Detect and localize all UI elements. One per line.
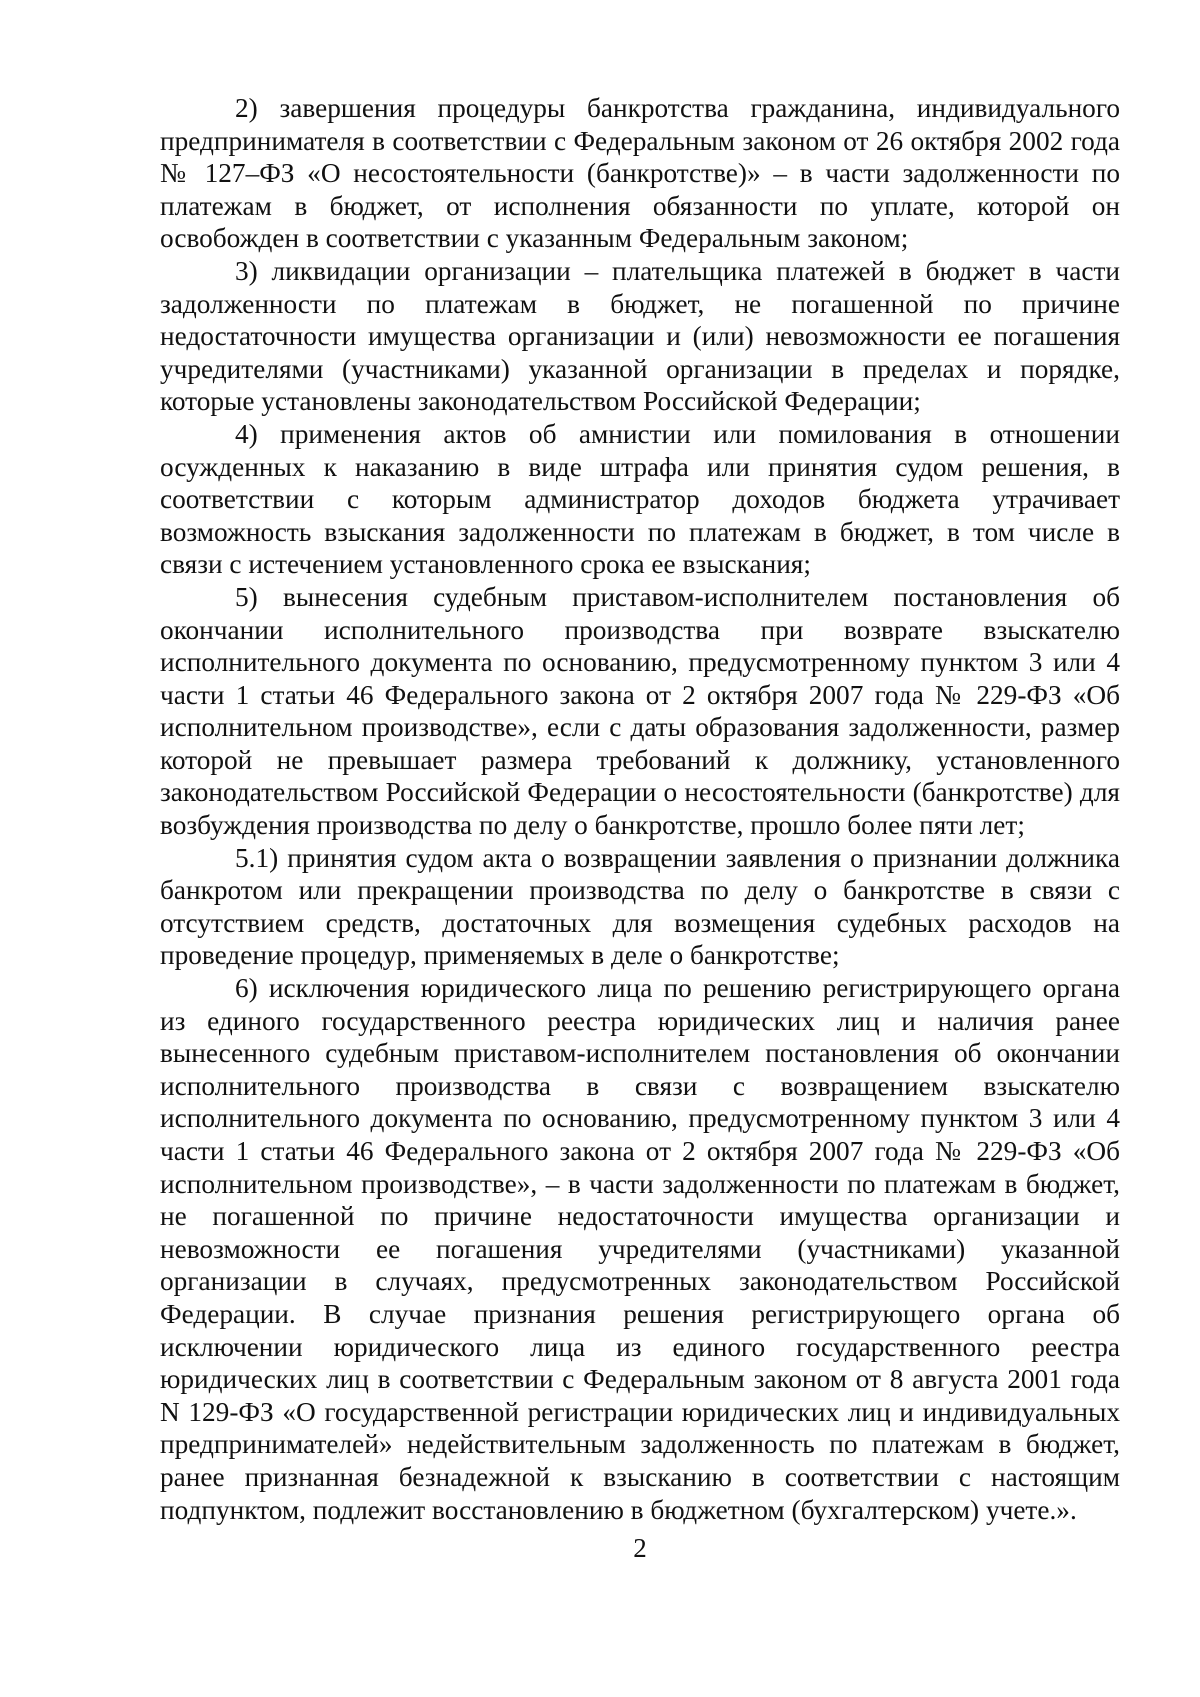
paragraph-item-3: 3) ликвидации организации – плательщика платежей в бюджет в части задолженности по платежам в бюджет, не погашенной по причине недостаточности имущества организации и (или) невозможности ее погашения учредителями (участниками) указанной организации в пределах и порядке, которые установлены законодательством Российской Федерации; [160,255,1120,417]
paragraph-item-6: 6) исключения юридического лица по решению регистрирующего органа из единого государственного реестра юридических лиц и наличия ранее вынесенного судебным приставом-исполнителем постановления об окончании исполнительного производства в связи с возвращением взыскателю исполнительного документа по основанию, предусмотренному пунктом 3 или 4 части 1 статьи 46 Федерального закона от 2 октября 2007 года № 229-ФЗ «Об исполнительном производстве», – в части задолженности по платежам в бюджет, не погашенной по причине недостаточности имущества организации и невозможности ее погашения учредителями (участниками) указанной организации в случаях, предусмотренных законодательством Российской Федерации. В случае признания решения регистрирующего органа об исключении юридического лица из единого государственного реестра юридических лиц в соответствии с Федеральным законом от 8 августа 2001 года N 129-ФЗ «О государственной регистрации юридических лиц и индивидуальных предпринимателей» недействительным задолженность по платежам в бюджет, ранее признанная безнадежной к взысканию в соответствии с настоящим подпунктом, подлежит восстановлению в бюджетном (бухгалтерском) учете.». [160,973,1120,1525]
paragraph-item-5-1: 5.1) принятия судом акта о возвращении заявления о признании должника банкротом или прекращении производства по делу о банкротстве в связи с отсутствием средств, достаточных для возмещения судебных расходов на проведение процедур, применяемых в деле о банкротстве; [160,842,1120,971]
paragraph-item-4: 4) применения актов об амнистии или помилования в отношении осужденных к наказанию в виде штрафа или принятия судом решения, в соответствии с которым администратор доходов бюджета утрачивает возможность взыскания задолженности по платежам в бюджет, в том числе в связи с истечением установленного срока ее взыскания; [160,418,1120,580]
paragraph-item-2: 2) завершения процедуры банкротства гражданина, индивидуального предпринимателя в соответствии с Федеральным законом от 26 октября 2002 года № 127–ФЗ «О несостоятельности (банкротстве)» – в части задолженности по платежам в бюджет, от исполнения обязанности по уплате, которой он освобожден в соответствии с указанным Федеральным законом; [160,93,1120,254]
page-number: 2 [633,1533,647,1563]
document-body [160,92,1120,1526]
paragraph-item-5: 5) вынесения судебным приставом-исполнителем постановления об окончании исполнительного производства при возврате взыскателю исполнительного документа по основанию, предусмотренному пунктом 3 или 4 части 1 статьи 46 Федерального закона от 2 октября 2007 года № 229-ФЗ «Об исполнительном производстве», если с даты образования задолженности, размер которой не превышает размера требований к должнику, установленного законодательством Российской Федерации о несостоятельности (банкротстве) для возбуждения производства по делу о банкротстве, прошло более пяти лет; [160,581,1120,841]
